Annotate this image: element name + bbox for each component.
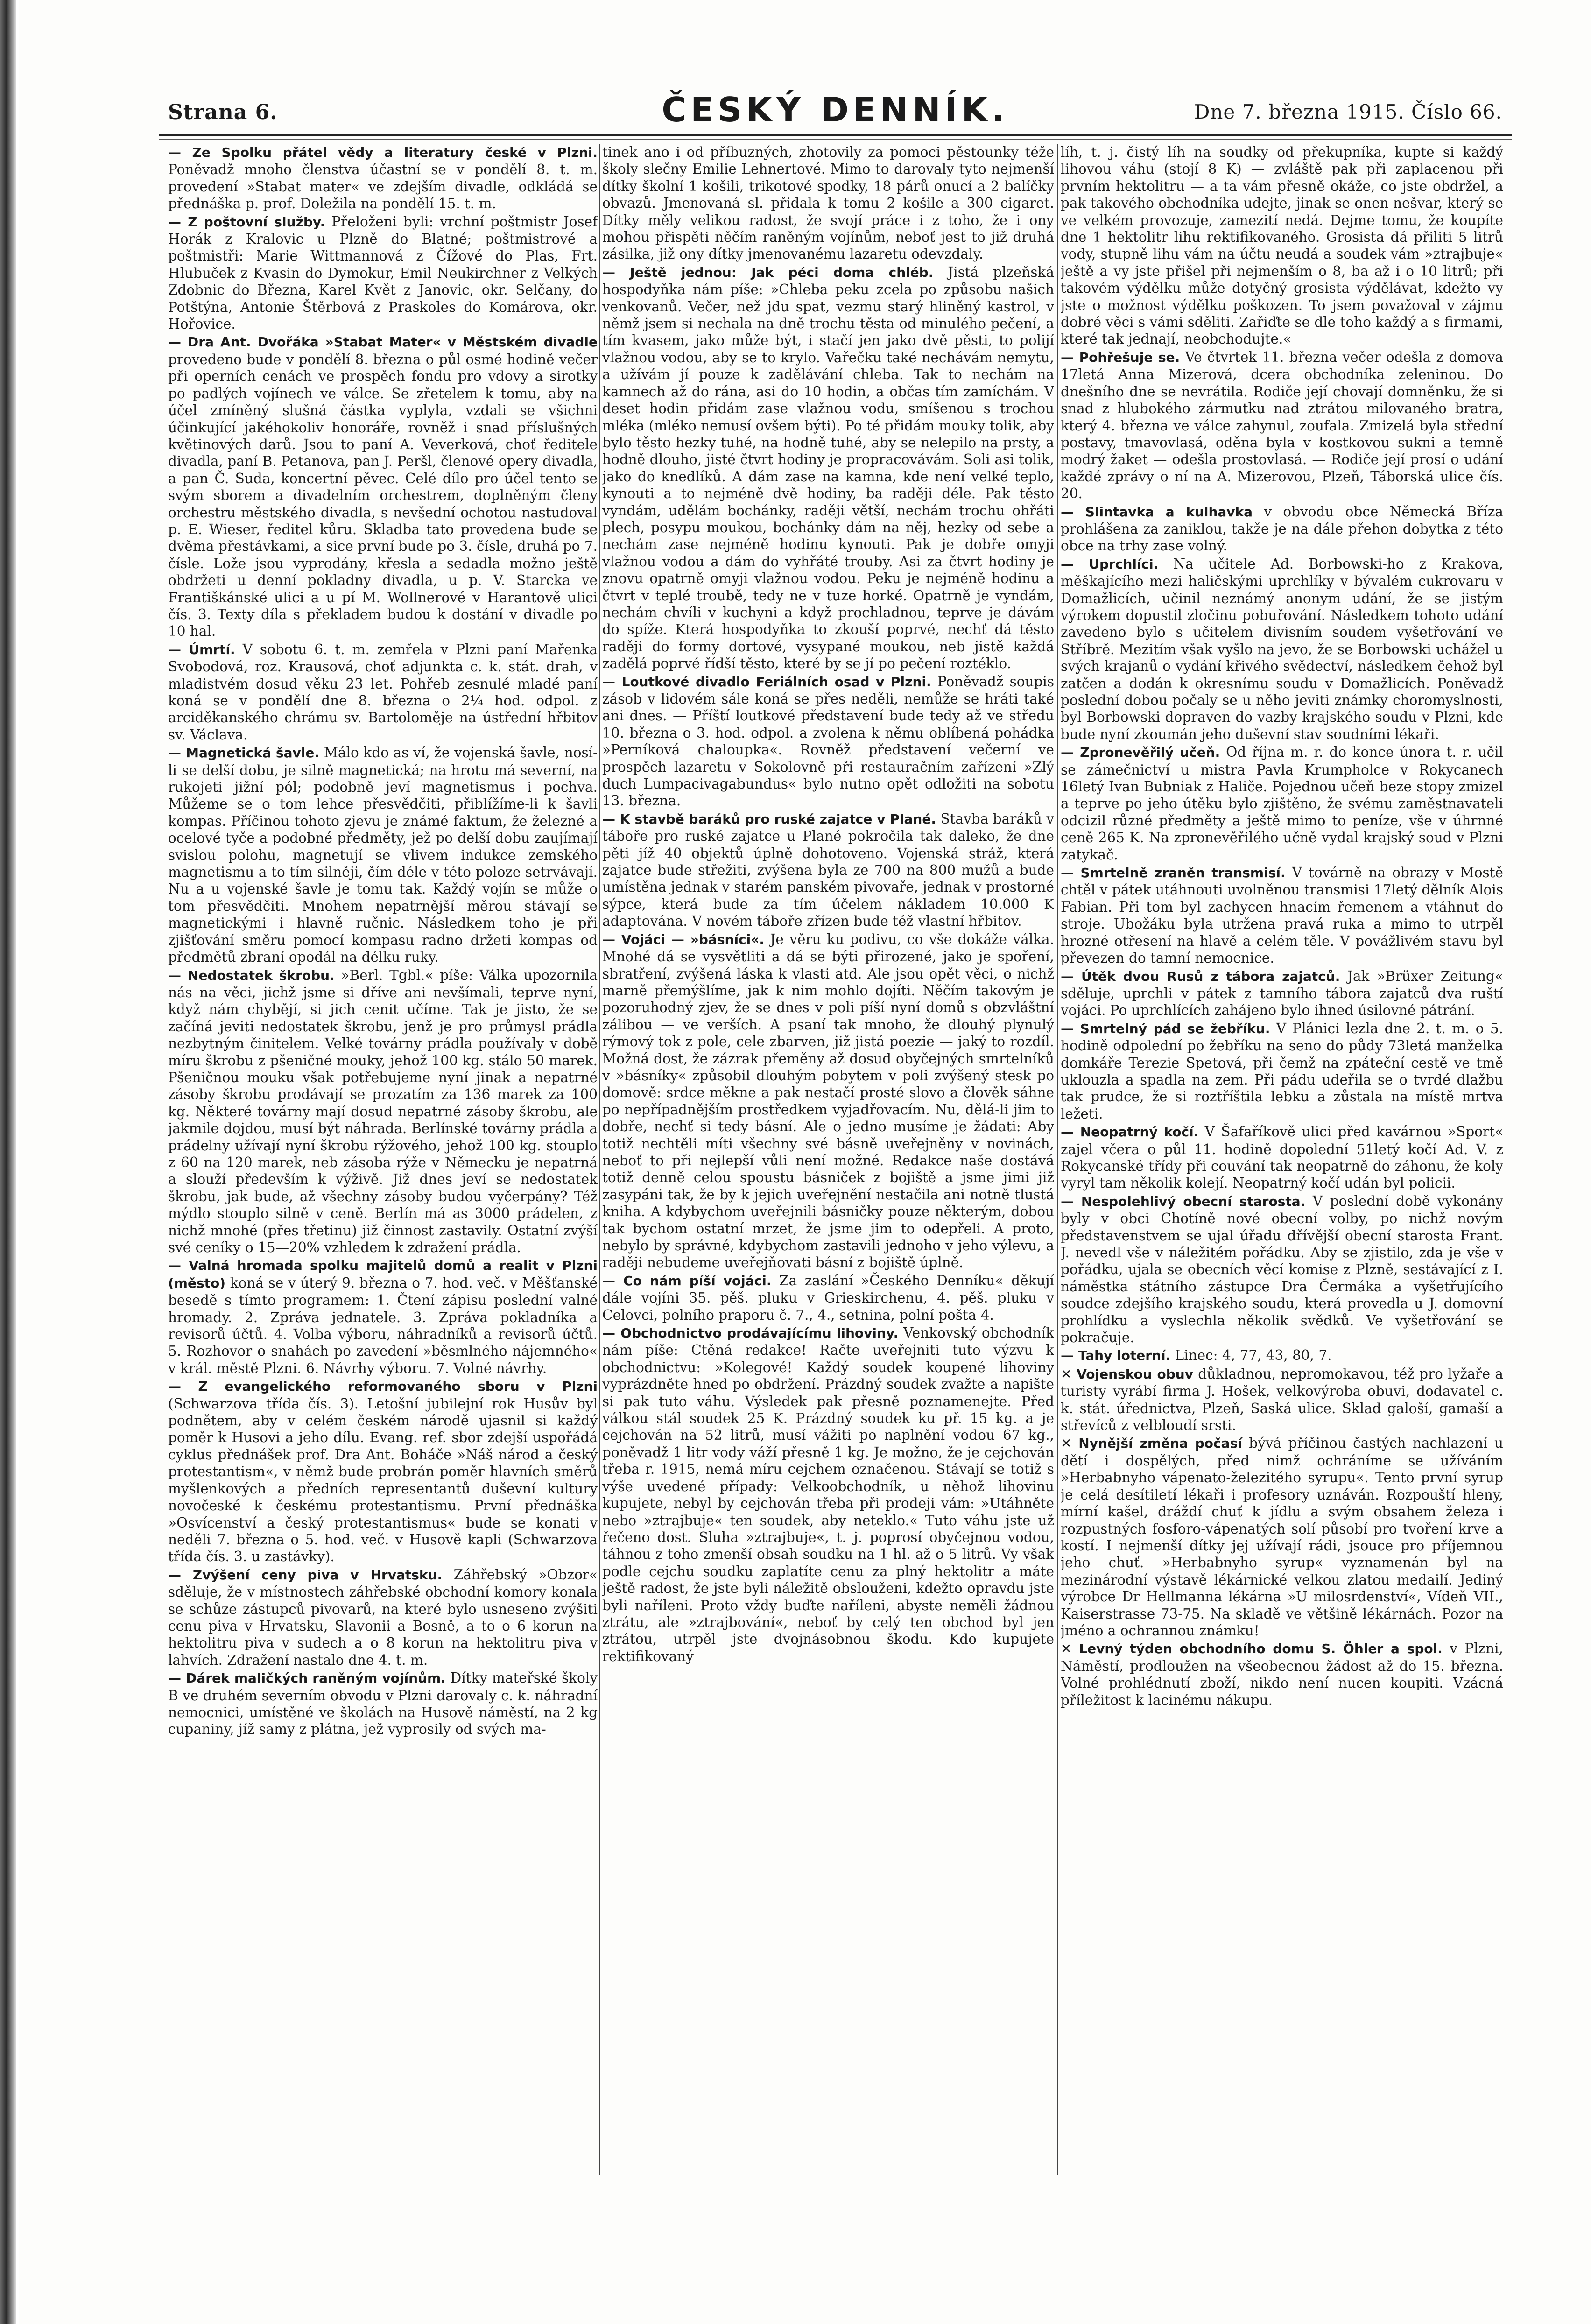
news-item-text: v Plzni, Náměstí, prodloužen na všeobecnou žádost až do 15. března. Volné prohlédnutí zboží, nikdo není nucen koupiti. Vzácná příležitost k lacinému nákupu. bbox=[1061, 1641, 1503, 1708]
news-item-text: bývá příčinou častých nachlazení u dětí i dospělých, před nimž ochráníme se užíváním »Herbabnyho vápenato-železitého syrupu«. Tento první syrup je celá desítiletí lékaři i profesory uznáván. Rozpouští hleny, mírní kašel, dráždí chuť k jídlu a svým obsahem železa i rozpustných fosforo-vápenatých solí působí pro tvoření krve a kostí. I nejmenší dítky jej užívají rádi, jsouce pro příjemnou jeho chuť. »Herbabnyho syrup« vyznamenán byl na mezinárodní výstavě lékárnické velkou zlatou medailí. Jediný výrobce Dr Hellmanna lékárna »U milosrdenství«, Vídeň VII., Kaiserstrasse 73-75. Na skladě ve většině lékárnách. Pozor na jméno a ochrannou známku! bbox=[1061, 1435, 1503, 1639]
news-item bbox=[602, 1324, 1054, 1665]
column-2 bbox=[602, 144, 1054, 2175]
news-item-text: Od října m. r. do konce února t. r. učil se zámečnictví u mistra Pavla Krumpholce v Rokycanech 16letý Ivan Bubniak z Haliče. Pojednou učeň beze stopy zmizel a teprve po jeho útěku bylo zjištěno, že svému zaměstnavateli odcizil různé předměty a ještě mimo to peníze, vše v úhrnné ceně 265 K. Na zpronevěřilého učně vydal krajský soud v Plzni zatykač. bbox=[1061, 744, 1503, 863]
news-item-text: V Plánici lezla dne 2. t. m. o 5. hodině odpolední po žebříku na seno do půdy 73letá manželka domkáře Terezie Spetová, při čemž na zpáteční cestě ve tmě uklouzla a spadla na zem. Při pádu udeřila se o tvrdé dlažbu tak prudce, že si roztříštila lebku a zůstala na místě mrtva ležeti. bbox=[1061, 1020, 1503, 1122]
news-item bbox=[1061, 1020, 1503, 1122]
news-item-text: Ve čtvrtek 11. března večer odešla z domova 17letá Anna Mizerová, dcera obchodníka zeleninou. Do dnešního dne se nevrátila. Rodiče její chovají domněnku, že si snad z hlubokého zármutku nad ztrátou milovaného bratra, který 4. března ve válce zahynul, zoufala. Zmizelá byla střední postavy, tmavovlasá, oděna byla v kostkovou sukni a temně modrý žaket — odešla prostovlasá. — Rodiče její prosí o udání každé zprávy o ní na A. Mizerovou, Plzeň, Táborská ulice čís. 20. bbox=[1061, 349, 1503, 502]
news-item-text: líh, t. j. čistý líh na soudky od překupníka, kupte si každý lihovou váhu (stojí 8 K) — zvláště pak při zaplacenou při prvním hektolitru — a ta vám přesně okáže, co jste obdržel, a pak takového obchodníka udejte, jinak se onen nešvar, který se ve velkém provozuje, zamezití nedá. Dejme tomu, že koupíte dne 1 hektolitr lihu rektifikovaného. Grosista dá přiliti 5 litrů vody, stupně lihu vám na účtu neudá a soudek vám »ztrajbuje« ještě a vy jste přišel při nejmenším o 8, ba až i o 10 litrů; při takovém výdělku může dotyčný grosista výdělávat, kdežto vy jste o možnost výdělku poškozen. To jsem považoval v zájmu dobré věci s vámi sděliti. Zařiďte se dle toho každý a s firmami, které tak jednají, neobchodujte.« bbox=[1061, 144, 1503, 347]
news-item bbox=[602, 673, 1054, 810]
news-item bbox=[168, 333, 598, 640]
news-item-text: koná se v úterý 9. března o 7. hod. več. v Měšťanské besedě s tímto programem: 1. Čtení zápisu poslední valné hromady. 2. Zpráva jednatele. 3. Zpráva pokladníka a revisorů účtů. 4. Volba výboru, náhradníků a revisorů účtů. 5. Rozhovor o snahách po zavedení »běsmlného nájemného« v král. městě Plzni. 6. Návrhy výboru. 7. Volné návrhy. bbox=[168, 1275, 598, 1376]
scan-edge bbox=[0, 0, 16, 2324]
news-item bbox=[168, 213, 598, 333]
news-item bbox=[1061, 1123, 1503, 1192]
masthead-rule bbox=[159, 134, 1512, 136]
news-item-text: Dítky mateřské školy B ve druhém severním obvodu v Plzni darovaly c. k. náhradní nemocnici, umístěné ve školách na Husově náměstí, na 2 kg cupaniny, jíž samy z plátna, jež vyprosily od svých ma- bbox=[168, 1670, 598, 1738]
news-item-heading: — Dra Ant. Dvořáka »Stabat Mater« v Městském divadle bbox=[168, 334, 598, 350]
news-item-text: Za zaslání »Českého Denníku« děkují dále vojíni 35. pěš. pluku v Grieskirchenu, 4. pěš. pluku v Celovci, polního praporu č. 7., 4., setnina, polní pošta 4. bbox=[602, 1272, 1054, 1323]
news-item-heading: — Tahy loterní. bbox=[1061, 1348, 1171, 1364]
page-number: Strana 6. bbox=[168, 100, 278, 124]
news-item-heading: ✕ Nynější změna počasí bbox=[1061, 1436, 1242, 1451]
news-item-heading: — Ještě jednou: Jak péci doma chléb. bbox=[602, 264, 934, 280]
news-item-heading: — Vojáci — »básníci«. bbox=[602, 931, 764, 947]
news-item-heading: — Obchodnictvo prodávajícímu lihoviny. bbox=[602, 1325, 899, 1341]
news-item-text: »Berl. Tgbl.« píše: Válka upozornila nás na věci, jichž jsme si dříve ani nevšímali, teprve nyní, když nám chybějí, si jich cenit učíme. Tak je jisto, že se začíná jeviti nedostatek škrobu, jenž je pro průmysl prádla nezbytným činitelem. Velké továrny prádla používaly v době míru škrobu z pšeničné mouky, jehož 100 kg. stálo 50 marek. Pšeničnou mouku však potřebujeme nyní jinak a nepatrné zásoby škrobu prodávají se prozatím za 136 marek za 100 kg. Některé továrny mají dosud nepatrné zásoby škrobu, ale jakmile dojdou, musí být náhrada. Berlínské továrny prádla a prádelny užívají nyní škrobu rýžového, jehož 100 kg. stouplo z 60 na 120 marek, neb zásoba rýže v Německu je nepatrná a slouží především k výživě. Již dnes jeví se nedostatek škrobu, jak bude, až všechny zásoby budou vyčerpány? Též mýdlo stouplo silně v ceně. Berlín má as 3000 prádelen, z nichž mnohé (přes třetinu) již činnost zastavily. Ostatní zvýší své ceníky o 15—20% vzhledem k zdražení prádla. bbox=[168, 967, 598, 1255]
news-item-text: Poněvadž mnoho členstva účastní se v pondělí 8. t. m. provedení »Stabat mater« ve zdejším divadle, odkládá se přednáška p. prof. Doležila na pondělí 15. t. m. bbox=[168, 162, 598, 212]
news-item-heading: — Nespolehlivý obecní starosta. bbox=[1061, 1193, 1306, 1209]
news-item-heading: — Neopatrný kočí. bbox=[1061, 1124, 1199, 1140]
news-item-text: Přeloženi byli: vrchní poštmistr Josef Horák z Kralovic u Plzně do Blatné; poštmistrové a poštmistři: Marie Wittmannová z Čížové do Plas, Frt. Hlubuček z Kvasin do Dymokur, Emil Neukirchner z Velkých Zdobnic do Března, Karel Květ z Janovic, okr. Selčany, do Potštýna, Antonie Štěrbová z Praskoles do Komárova, okr. Hořovice. bbox=[168, 213, 598, 332]
news-item-heading: — Zvýšení ceny piva v Hrvatsku. bbox=[168, 1567, 443, 1583]
column-1 bbox=[168, 144, 598, 2175]
news-item-text: Stavba baráků v táboře pro ruské zajatce u Plané pokročila tak daleko, že dne pěti jíž 40 objektů úplně dohotoveno. Vojenská stráž, která zajatce bude střežiti, zvýšena byla ze 700 na 800 mužů a bude umístěna jednak v starém panském pivovaře, jednak v prostorné sýpce, která bude za tím účelem nákladem 10.000 K adaptována. V novém táboře zřízen bude též vlastní hřbitov. bbox=[602, 810, 1054, 930]
news-item bbox=[168, 1669, 598, 1738]
news-item-heading: — Útěk dvou Rusů z tábora zajatců. bbox=[1061, 968, 1340, 984]
news-item-text: tinek ano i od příbuzných, zhotovily za pomoci pěstounky téže školy slečny Emilie Lehnertové. Mimo to darovaly tyto nejmenší dítky školní 1 košili, trikotové spodky, 18 párů onucí a 2 balíčky obvazů. Jmenovaná sl. přidala k tomu 2 košile a 300 cigaret. Dítky měly velikou radost, že svojí práce i z toho, že i ony mohou přispěti něčím raněným vojínům, neboť jest to již druhá zásilka, již ony dítky jmenovanému lazaretu odevzdaly. bbox=[602, 144, 1054, 262]
news-item-text: v obvodu obce Německá Bříza prohlášena za zaniklou, takže je na dále přehon dobytka z této obce na trhy zase volný. bbox=[1061, 503, 1503, 554]
news-item-heading: — Co nám píší vojáci. bbox=[602, 1273, 772, 1289]
news-item-heading: — Loutkové divadlo Feriálních osad v Plzni. bbox=[602, 674, 931, 690]
news-item-heading: ✕ Vojenskou obuv bbox=[1061, 1366, 1193, 1382]
news-item bbox=[1061, 556, 1503, 743]
news-item-text: V továrně na obrazy v Mostě chtěl v pátek utáhnouti uvolněnou transmisi 17letý dělník Alois Fabian. Při tom byl zachycen hnacím řemenem a vtáhnut do stroje. Ubožáku byla utržena pravá ruka a mimo to utrpěl hrozné otřesení na hlavě a celém těle. V povážlivém stavu byl převezen do tamní nemocnice. bbox=[1061, 865, 1503, 966]
news-item-text: (Schwarzova třída čís. 3). Letošní jubilejní rok Husův byl podnětem, aby v celém českém národě ujasnil si každý poměr k Husovi a jeho dílu. Evang. ref. sbor zdejší uspořádá cyklus přednášek prof. Dra Ant. Boháče »Náš národ a český protestantism«, v němž bude probrán poměr hlavních směrů myšlenkových a předních representantů duševní kultury novočeské k českému protestantismu. První přednáška »Osvícenství a český protestantismus« bude se konati v neděli 7. března o 5. hod. več. v Husově kapli (Schwarzova třída čís. 3. u zastávky). bbox=[168, 1395, 598, 1565]
news-item-heading: — Magnetická šavle. bbox=[168, 745, 320, 761]
news-item-text: Je věru ku podivu, co vše dokáže válka. Mnohé dá se vysvětliti a dá se býti přirozené, jako je spoření, sbratření, zvýšená láska k vlasti atd. Ale jsou opět věci, o nichž marně přemýšlíme, jak k nim mohlo dojíti. Něčím takovým je pozoruhodný zjev, že se dnes v poli píší nyní domů s obzvláštní zálibou — ve verších. A psaní tak mnoho, že dlouhý plynulý rýmový tok z pole, cele zbarven, již jistá poezie — jaký to rozdíl. Možná dost, že zázrak přeměny až dosud obyčejných smrtelníků v »básníky« způsobil dlouhým pobytem v poli zvýšený stesk po domově: srdce měkne a pak nestačí prosté slovo a člověk sáhne po nepřípadnějším prostředkem vyjadřovacím. Nu, dělá-li jim to dobře, nechť si tedy básní. Ale o jedno musíme je žádati: Aby totiž nechtěli míti všechny své básně uveřejněny v novinách, neboť to při nejlepší vůli není možné. Redakce naše dostává totiž denně celou spoustu básniček z bojiště a jsme jimi již zasypáni tak, že by k jejich uveřejnění nestačila ani notně tlustá kniha. A kdybychom uveřejnili básničky pouze některým, dobou tak bychom ostatní mrzet, že jsme jim to odepřeli. A proto, nebylo by správné, kdybychom zastavili jednoho v jeho výlevu, a raději nebudeme uveřejňovati básní z bojiště úplně. bbox=[602, 931, 1054, 1271]
news-item-text: Málo kdo as ví, že vojenská šavle, nosí-li se delší dobu, je silně magnetická; na hrotu má severní, na rukojeti jižní pól; podobně jeví magnetismus i pochva. Můžeme se o tom lehce přesvědčiti, přiblížíme-li k šavli kompas. Příčinou tohoto zjevu je známé faktum, že železné a ocelové tyče a podobné předměty, jež po delší dobu zaujímají svislou polohu, magnetují se vlivem indukce zemského magnetismu a to tím silněji, čím déle v této poloze setrvávají. Nu a u vojenské šavle je tomu tak. Každý vojín se může o tom přesvědčiti. Mnohem nepatrnější měrou stávají se magnetickými i hlavně ručnic. Následkem toho je při zjišťování směru pomocí kompasu radno držeti kompas od předmětů zbraní opodál na délku ruky. bbox=[168, 745, 598, 965]
news-item bbox=[1061, 1347, 1503, 1364]
news-item-heading: — Uprchlíci. bbox=[1061, 556, 1159, 572]
news-item-text: Venkovský obchodník nám píše: Ctěná redakce! Račte uveřejniti tuto výzvu k obchodnictvu: »Kolegové! Každý soudek koupené lihoviny vyprázdněte hned po obdržení. Prázdný soudek zvažte a napište si pak tuto váhu. Výsledek pak přesně poznamenejte. Před válkou stál soudek 25 K. Prázdný soudek ku př. 15 kg. a je cejchován na 52 litrů, musí vážiti po naplnění vodou 67 kg., poněvadž 1 litr vody váží přesně 1 kg. Je možno, že je cejchován třeba r. 1915, nemá míru cejchem označenou. Stávají se totiž s výše uvedené případy: Velkoobchodník, u něhož lihovinu kupujete, nebyl by cejchován třeba při prodeji vám: »Utáhněte nebo »ztrajbuje« ten soudek, aby neteklo.« Tuto váhu jste už řečeno dost. Sluha »ztrajbuje«, t. j. poprosí obyčejnou vodou, táhnou z toho zmenší obsah soudku na 1 hl. až o 5 litrů. Vy však podle cejchu soudku zaplatíte cenu za plný hektolitr a máte ještě radost, že jste byli náležitě obslouženi, kdežto opravdu jste byli naříleni. Proto vždy buďte naříleni, abyste neměli žádnou ztrátu, ale »ztrajbování«, neboť by celý ten obchod byl jen ztrátou, utrpěl jste dvojnásobnou škodu. Kdo kupujete rektifikovaný bbox=[602, 1325, 1054, 1664]
news-item bbox=[1061, 1435, 1503, 1639]
news-item bbox=[1061, 1640, 1503, 1709]
news-item-heading: — Z poštovní služby. bbox=[168, 214, 325, 230]
issue-date: Dne 7. března 1915. Číslo 66. bbox=[1194, 100, 1502, 123]
news-item bbox=[602, 931, 1054, 1271]
news-item-heading: — Z evangelického reformovaného sboru v Plzni bbox=[168, 1379, 598, 1394]
news-item-heading: ✕ Levný týden obchodního domu S. Öhler a spol. bbox=[1061, 1641, 1443, 1657]
news-item-text: V poslední době vykonány byly v obci Chotíně nové obecní volby, po nichž novým představenstvem se ujal úřadu dřívější obecní starosta Frant. J. nevedl vše v náležitém pořádku. Aby se zjistilo, zda je vše v pořádku, ujala se obecních věcí komise z Plzně, sestávající z I. náměstka státního zástupce Dra Čermáka a vyšetřujícího soudce zdejšího krajského soudu, která provedla u J. domovní prohlídku a vyslechla několik svědků. Ve vyšetřování se pokračuje. bbox=[1061, 1193, 1503, 1346]
column-divider bbox=[1057, 144, 1058, 2175]
news-item-heading: — Ze Spolku přátel vědy a literatury české v Plzni. bbox=[168, 145, 598, 160]
news-item-heading: — Pohřešuje se. bbox=[1061, 349, 1180, 365]
news-item bbox=[1061, 744, 1503, 863]
news-item bbox=[1061, 503, 1503, 555]
news-item bbox=[168, 967, 598, 1256]
column-3 bbox=[1061, 144, 1503, 2175]
news-item-heading: — K stavbě baráků pro ruské zajatce v Plané. bbox=[602, 811, 936, 827]
news-item-heading: — Valná hromada spolku majitelů domů a realit v Plzni (město) bbox=[168, 1258, 598, 1291]
news-item-heading: — Slintavka a kulhavka bbox=[1061, 504, 1253, 520]
news-item bbox=[168, 744, 598, 965]
column-divider bbox=[599, 144, 600, 2175]
news-item-text: V Šafaříkově ulici před kavárnou »Sport« zajel včera o půl 11. hodině dopolední 51letý kočí Ad. V. z Rokycanské třídy při couvání tak neopatrně do záhonu, že koly vyryl tam několik kolejí. Neopatrný kočí udán byl policii. bbox=[1061, 1124, 1503, 1191]
news-item-text: Záhřebský »Obzor« sděluje, že v místnostech záhřebské obchodní komory konala se schůze zástupců pivovarů, na které bylo usneseno zvýšiti cenu piva v Hrvatsku, Slavonii a Bosně, a to o 6 korun na hektolitru piva v sudech a o 8 korun na hektolitru piva v lahvích. Zdražení nastalo dne 4. t. m. bbox=[168, 1566, 598, 1668]
news-item bbox=[168, 1566, 598, 1669]
news-item-text: Jak »Brüxer Zeitung« sděluje, uprchli v pátek z tamního tábora zajatců dva ruští vojáci. Po uprchlících zahájeno bylo ihned úsilovné pátrání. bbox=[1061, 968, 1503, 1019]
news-item bbox=[168, 1257, 598, 1377]
masthead-rule-thin bbox=[159, 139, 1512, 140]
news-item bbox=[602, 810, 1054, 930]
news-item bbox=[602, 144, 1054, 263]
news-item bbox=[1061, 349, 1503, 502]
news-item-heading: — Smrtelně zraněn transmisí. bbox=[1061, 865, 1286, 881]
news-item bbox=[1061, 1366, 1503, 1434]
news-item-text: provedeno bude v pondělí 8. března o půl osmé hodině večer při operních cenách ve prospěch fondu pro vdovy a sirotky po padlých vojínech ve válce. Se zřetelem k tomu, aby na účel zmíněný slušná částka vyplyla, vzdali se všichni účinkující jakéhokoliv honoráře, rovněž i snad příslušných květinových darů. Jsou to paní A. Veverková, choť ředitele divadla, paní B. Petanova, pan J. Peršl, členové opery divadla, a pan Č. Suda, koncertní pěvec. Celé dílo pro účel tento se svým sborem a divadelním orchestrem, doplněným členy orchestru městského divadla, s nevšední ochotou nastudoval p. E. Wieser, ředitel kůru. Skladba tato provedena bude se dvěma přestávkami, a sice první bude po 3. čísle, druhá po 7. čísle. Lože jsou vyprodány, křesla a sedadla možno ještě obdržeti u denní pokladny divadla, u p. V. Starcka ve Františkánské ulici a u pí M. Wollnerové v Harantově ulici čís. 3. Texty díla s překladem budou k dostání v divadle po 10 hal. bbox=[168, 351, 598, 640]
news-item-heading: — Zpronevěřilý učeň. bbox=[1061, 745, 1220, 761]
news-item-text: důkladnou, nepromokavou, též pro lyžaře a turisty vyrábí firma J. Hošek, velkovýroba obuvi, dodavatel c. k. stát. úřednictva, Plzeň, Saská ulice. Sklad galoší, gamaší a střevíců z velbloudí srsti. bbox=[1061, 1366, 1503, 1434]
news-item bbox=[168, 1378, 598, 1565]
news-item-text: Jistá plzeňská hospodyňka nám píše: »Chleba peku zcela po způsobu našich venkovanů. Večer, než jdu spat, vezmu starý hliněný kastrol, v němž jsem si nechala na dně trochu těsta od minulého pečení, a tím kvasem, jako může být, i stačí jen jako dvě pěsti, to polijí vlažnou vodou, aby se to krylo. Vařečku také nechávám nemytu, a užívám jí pouze k zadělávání chleba. Tak to nechám na kamnech až do rána, asi do 10 hodin, a občas tím zamíchám. V deset hodin přidám zase vlažnou vodu, smíšenou s trochou mléka (mléko nemusí ovšem býti). Po té přidám mouky tolik, aby bylo těsto hezky tuhé, na hodně tuhé, aby se nelepilo na prsty, a hodně dlouho, jisté čtvrt hodiny je propracovávám. Soli asi tolik, jako do knedlíků. A dám zase na kamna, kde není velké teplo, kynouti a to nejméně dvě hodiny, ba raději déle. Pak těsto vyndám, udělám bochánky, raději větší, nechám trochu ohřáti plech, posypu moukou, bochánky dám na něj, hezky od sebe a nechám zase nejméně hodinu kynouti. Pak je dobře omyji vlažnou vodou a dám do vyhřáté trouby. Asi za čtvrt hodiny je znovu opatrně omyji vlažnou vodou. Peku je nejméně hodinu a čtvrt v teplé troubě, tedy ne v tuze horké. Opatrně je vyndám, nechám chvíli v kuchyni a když prochladnou, teprve je dávám do spíže. Která hospodyňka to zkouší poprvé, nechť dá těsto raději do formy dortové, vysypané moukou, neb jistě každá zadělá poprvé řídší těsto, které by se jí po pečení roztéklo. bbox=[602, 264, 1054, 672]
news-item bbox=[602, 264, 1054, 672]
news-item bbox=[1061, 864, 1503, 966]
news-item bbox=[1061, 968, 1503, 1019]
news-item bbox=[1061, 144, 1503, 348]
news-item-heading: — Úmrtí. bbox=[168, 641, 235, 657]
news-item bbox=[168, 144, 598, 212]
news-item-text: Na učitele Ad. Borbowski-ho z Krakova, měškajícího mezi haličskými uprchlíky v bývalém cukrovaru v Domažlicích, učinil neznámý anonym udání, že se jistým výrokem dopustil zločinu pobuřování. Následkem tohoto udání zavedeno bylo s učitelem divisním soudem vyšetřování ve Stříbrě. Mezitím však vyšlo na jevo, že se Borbowski uchážel u svých krajanů o vydání křivého svědectví, následkem čehož byl zatčen a dodán k okresnímu soudu v Domažlicích. Poněvadž poslední dobou počaly se u něho jeviti známky choromyslnosti, byl Borbowski dopraven do vazby krajského soudu v Plzni, kde bude nyní zkoumán jeho duševní stav soudními lékaři. bbox=[1061, 556, 1503, 742]
news-item-heading: — Smrtelný pád se žebříku. bbox=[1061, 1021, 1270, 1036]
news-item bbox=[1061, 1193, 1503, 1346]
newspaper-title: ČESKÝ DENNÍK. bbox=[662, 90, 1009, 129]
news-item bbox=[168, 641, 598, 743]
news-item-text: Poněvadž soupis zásob v lidovém sále koná se přes neděli, nemůže se hráti také ani dnes. — Příští loutkové představení bude tedy až ve středu 10. března o 3. hod. odpol. a zvolena k němu oblíbená pohádka »Perníková chaloupka«. Rovněž představení večerní ve prospěch lazaretu v Sokolovně při restauračním zařízení »Zlý duch Lumpacivagabundus« bylo nutno opět odložiti na sobotu 13. března. bbox=[602, 673, 1054, 809]
masthead bbox=[168, 86, 1502, 128]
news-item-heading: — Dárek maličkých raněným vojínům. bbox=[168, 1670, 446, 1686]
news-item-text: V sobotu 6. t. m. zemřela v Plzni paní Mařenka Svobodová, roz. Krausová, choť adjunkta c. k. stát. drah, v mladistvém dosud věku 23 let. Pohřeb zesnulé mladé paní koná se v pondělí dne 8. března o 2¼ hod. odpol. z arciděkanského chrámu sv. Bartoloměje na ústřední hřbitov sv. Václava. bbox=[168, 641, 598, 743]
news-item bbox=[602, 1272, 1054, 1324]
news-item-heading: — Nedostatek škrobu. bbox=[168, 967, 335, 983]
news-item-text: Linec: 4, 77, 43, 80, 7. bbox=[1175, 1347, 1332, 1364]
